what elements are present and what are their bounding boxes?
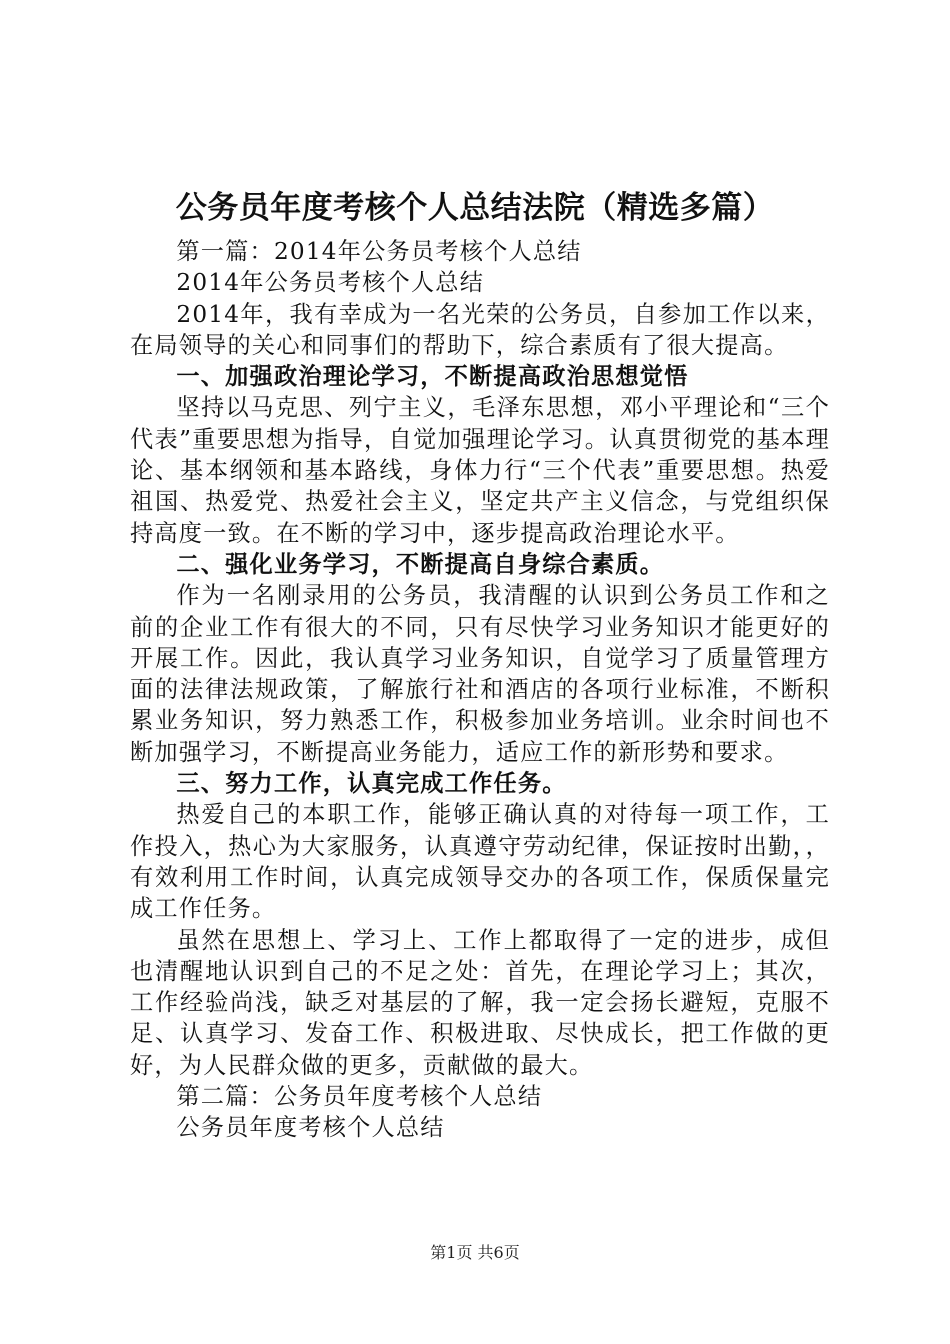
paragraph-business-study: 作为一名刚录用的公务员，我清醒的认识到公务员工作和之前的企业工作有很大的不同，只有尽快学习业务知识才能更好的开展工作。因此，我认真学习业务知识，自觉学习了质量管理方面的法律法规政策，了解旅行社和酒店的各项行业标准，不断积累业务知识，努力熟悉工作，积极参加业务培训。业余时间也不断加强学习，不断提高业务能力，适应工作的新形势和要求。: [130, 582, 830, 766]
heading-work-tasks: 三、努力工作，认真完成工作任务。: [176, 770, 567, 798]
paragraph-work-tasks: 热爱自己的本职工作，能够正确认真的对待每一项工作，工作投入，热心为大家服务，认真遵守劳动纪律，保证按时出勤，，有效利用工作时间，认真完成领导交办的各项工作，保质保量完成工作任务。: [130, 801, 830, 923]
subtitle: 2014年公务员考核个人总结: [176, 269, 485, 297]
section-heading-part-one: 第一篇：2014年公务员考核个人总结: [176, 238, 582, 265]
page-number-footer: 第1页 共6页: [430, 1243, 520, 1262]
subtitle-part-two: 公务员年度考核个人总结: [176, 1114, 445, 1142]
document-body: [130, 236, 830, 1144]
heading-political-study: 一、加强政治理论学习，不断提高政治思想觉悟: [176, 363, 689, 391]
heading-business-study: 二、强化业务学习，不断提高自身综合素质。: [176, 550, 665, 578]
document-title: 公务员年度考核个人总结法院（精选多篇）: [175, 190, 775, 226]
paragraph-shortcomings: 虽然在思想上、学习上、工作上都取得了一定的进步，成但也清醒地认识到自己的不足之处：首先，在理论学习上；其次，工作经验尚浅，缺乏对基层的了解，我一定会扬长避短，克服不足、认真学习、发奋工作、积极进取、尽快成长，把工作做的更好，为人民群众做的更多，贡献做的最大。: [130, 926, 830, 1079]
section-heading-part-two: 第二篇：公务员年度考核个人总结: [176, 1083, 543, 1111]
intro-paragraph: 2014年，我有幸成为一名光荣的公务员，自参加工作以来，在局领导的关心和同事们的帮助下，综合素质有了很大提高。: [130, 300, 830, 359]
paragraph-political-study: 坚持以马克思、列宁主义，毛泽东思想，邓小平理论和“三个代表”重要思想为指导，自觉加强理论学习。认真贯彻党的基本理论、基本纲领和基本路线，身体力行“三个代表”重要思想。热爱祖国、热爱党、热爱社会主义，坚定共产主义信念，与党组织保持高度一致。在不断的学习中，逐步提高政治理论水平。: [130, 394, 830, 547]
